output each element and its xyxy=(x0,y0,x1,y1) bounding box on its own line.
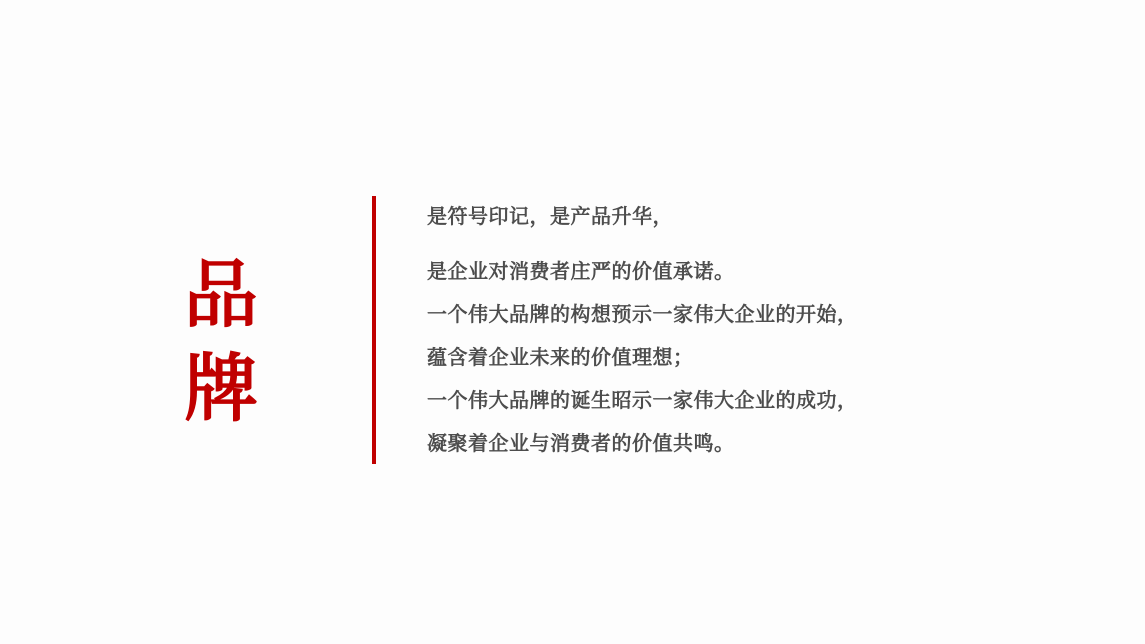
title-char-1: 品 xyxy=(184,252,260,338)
title-char-2: 牌 xyxy=(184,346,260,432)
body-line: 是符号印记，是产品升华， xyxy=(427,204,673,228)
body-line: 一个伟大品牌的构想预示一家伟大企业的开始， xyxy=(427,302,858,326)
page-title xyxy=(152,252,292,432)
body-line: 是企业对消费者庄严的价值承诺。 xyxy=(427,259,735,283)
body-line: 凝聚着企业与消费者的价值共鸣。 xyxy=(427,431,735,455)
body-text-block xyxy=(427,200,1067,456)
body-line: 蕴含着企业未来的价值理想； xyxy=(427,345,694,369)
body-line: 一个伟大品牌的诞生昭示一家伟大企业的成功， xyxy=(427,388,858,412)
vertical-divider xyxy=(372,196,376,464)
